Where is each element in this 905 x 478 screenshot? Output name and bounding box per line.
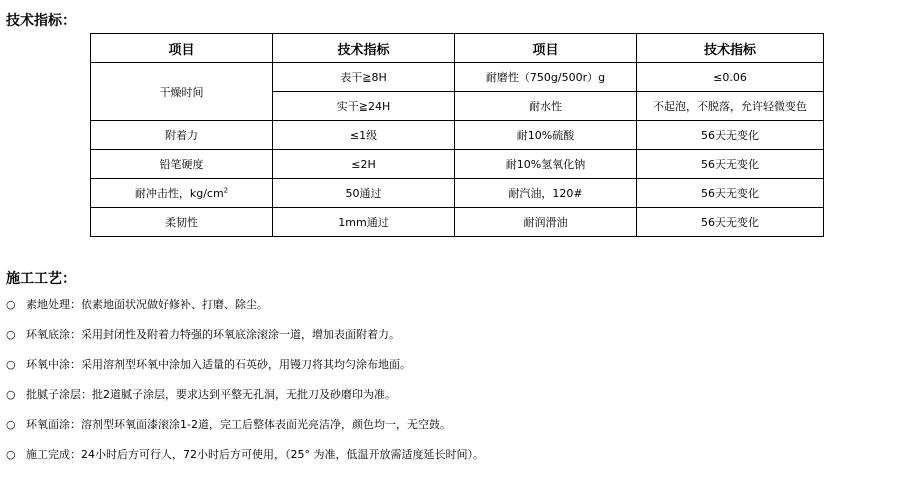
circle-bullet-icon: ○ bbox=[6, 328, 16, 341]
cell-item: 铅笔硬度 bbox=[91, 150, 273, 179]
cell-item: 耐磨性（750g/500r）g bbox=[455, 63, 637, 92]
cell-item: 附着力 bbox=[91, 121, 273, 150]
cell-value: 不起泡，不脱落，允许轻微变色 bbox=[637, 92, 824, 121]
cell-item-text: 耐冲击性，kg/cm bbox=[134, 187, 224, 200]
header-spec-2: 技术指标 bbox=[637, 34, 824, 63]
table-row bbox=[91, 121, 824, 150]
process-section-title: 施工工艺： bbox=[6, 271, 76, 287]
table-row bbox=[91, 63, 824, 92]
table-header-row bbox=[91, 34, 824, 63]
circle-bullet-icon: ○ bbox=[6, 388, 16, 401]
circle-bullet-icon: ○ bbox=[6, 418, 16, 431]
step-text: 素地处理：依素地面状况做好修补、打磨、除尘。 bbox=[26, 298, 268, 311]
cell-value: ≤1级 bbox=[273, 121, 455, 150]
cell-item: 耐10%硫酸 bbox=[455, 121, 637, 150]
step-text: 批腻子涂层：批2道腻子涂层，要求达到平整无孔洞，无批刀及砂磨印为准。 bbox=[26, 388, 396, 401]
cell-value: 56天无变化 bbox=[637, 179, 824, 208]
cell-item: 耐润滑油 bbox=[455, 208, 637, 237]
table-row bbox=[91, 179, 824, 208]
cell-item: 耐汽油，120# bbox=[455, 179, 637, 208]
cell-value: 56天无变化 bbox=[637, 121, 824, 150]
list-item bbox=[6, 358, 484, 388]
superscript: 2 bbox=[223, 186, 229, 195]
cell-item bbox=[91, 179, 273, 208]
cell-value: 表干≧8H bbox=[273, 63, 455, 92]
cell-item: 干燥时间 bbox=[91, 63, 273, 121]
spec-section-title: 技术指标： bbox=[6, 13, 76, 29]
header-item-1: 项目 bbox=[91, 34, 273, 63]
cell-value: 1mm通过 bbox=[273, 208, 455, 237]
step-text: 施工完成：24小时后方可行人，72小时后方可使用，（25° 为准，低温开放需适度延长时间）。 bbox=[26, 448, 484, 461]
list-item bbox=[6, 328, 484, 358]
step-text: 环氧中涂：采用溶剂型环氧中涂加入适量的石英砂，用镘刀将其均匀涂布地面。 bbox=[26, 358, 411, 371]
step-text: 环氧面涂：溶剂型环氧面漆滚涂1-2道，完工后整体表面光亮洁净，颜色均一，无空鼓。 bbox=[26, 418, 451, 431]
header-spec-1: 技术指标 bbox=[273, 34, 455, 63]
circle-bullet-icon: ○ bbox=[6, 448, 16, 461]
list-item bbox=[6, 298, 484, 328]
table-row bbox=[91, 208, 824, 237]
spec-table bbox=[90, 33, 824, 237]
cell-value: ≤2H bbox=[273, 150, 455, 179]
cell-value: ≤0.06 bbox=[637, 63, 824, 92]
circle-bullet-icon: ○ bbox=[6, 358, 16, 371]
list-item bbox=[6, 388, 484, 418]
header-item-2: 项目 bbox=[455, 34, 637, 63]
cell-item: 耐水性 bbox=[455, 92, 637, 121]
cell-item: 耐10%氢氧化钠 bbox=[455, 150, 637, 179]
cell-value: 56天无变化 bbox=[637, 208, 824, 237]
table-row bbox=[91, 150, 824, 179]
step-text: 环氧底涂：采用封闭性及附着力特强的环氧底涂滚涂一道，增加表面附着力。 bbox=[26, 328, 400, 341]
list-item bbox=[6, 418, 484, 448]
cell-value: 实干≧24H bbox=[273, 92, 455, 121]
cell-value: 56天无变化 bbox=[637, 150, 824, 179]
circle-bullet-icon: ○ bbox=[6, 298, 16, 311]
process-list bbox=[6, 298, 484, 478]
cell-value: 50通过 bbox=[273, 179, 455, 208]
cell-item: 柔韧性 bbox=[91, 208, 273, 237]
